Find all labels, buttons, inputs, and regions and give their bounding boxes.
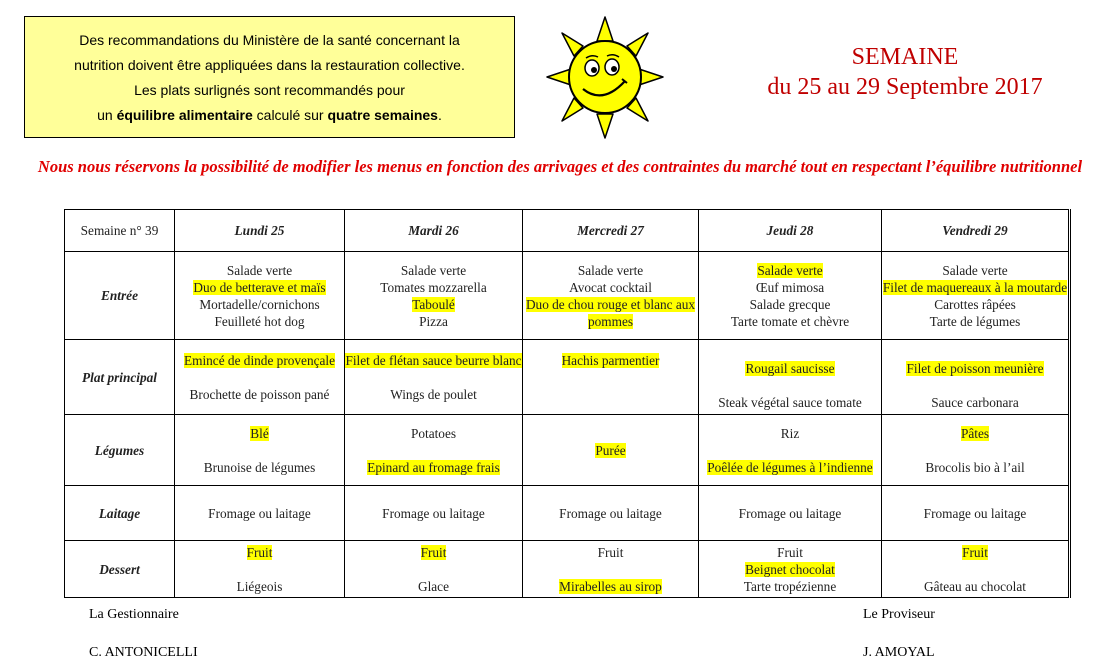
signature-proviseur-title: Le Proviseur bbox=[863, 607, 935, 622]
menu-cell bbox=[175, 486, 345, 541]
dish-name: Avocat cocktail bbox=[569, 279, 652, 295]
menu-cell bbox=[175, 340, 345, 415]
dish-item bbox=[523, 296, 698, 330]
info-line-4-post: . bbox=[437, 107, 442, 123]
info-line-4-mid: calculé sur bbox=[252, 107, 328, 123]
dish-item bbox=[345, 425, 522, 442]
dish-item bbox=[699, 296, 881, 313]
signature-gestionnaire-title: La Gestionnaire bbox=[89, 607, 179, 622]
dish-item bbox=[523, 262, 698, 279]
dish-name: Salade grecque bbox=[749, 296, 831, 312]
dish-name: Tarte de légumes bbox=[929, 313, 1021, 329]
menu-cell bbox=[699, 486, 882, 541]
dish-item bbox=[175, 262, 344, 279]
dish-name-highlighted: Emincé de dinde provençale bbox=[184, 352, 335, 368]
dish-name: Liégeois bbox=[236, 578, 283, 594]
dish-name: Salade verte bbox=[942, 262, 1008, 278]
day-header-mardi: Mardi 26 bbox=[345, 210, 523, 252]
week-dates: du 25 au 29 Septembre 2017 bbox=[767, 74, 1043, 100]
cell-spacer bbox=[699, 377, 881, 394]
dish-name: Fromage ou laitage bbox=[382, 505, 485, 521]
dish-name: Salade verte bbox=[226, 262, 293, 278]
dish-item bbox=[175, 578, 344, 595]
dish-item bbox=[345, 262, 522, 279]
menu-cell bbox=[882, 252, 1070, 340]
day-header-vendredi: Vendredi 29 bbox=[882, 210, 1070, 252]
row-label: Laitage bbox=[65, 486, 175, 541]
dish-item bbox=[345, 578, 522, 595]
dish-name: Riz bbox=[780, 425, 800, 441]
info-line-2: nutrition doivent être appliquées dans la restauration collective. bbox=[74, 57, 465, 73]
dish-name: Glace bbox=[417, 578, 449, 594]
dish-name-highlighted: Rougail saucisse bbox=[745, 361, 835, 376]
row-label: Légumes bbox=[65, 415, 175, 486]
dish-item bbox=[175, 505, 344, 522]
dish-name-highlighted: Epinard au fromage frais bbox=[367, 459, 500, 475]
cell-spacer bbox=[345, 442, 522, 459]
dish-name: Sauce carbonara bbox=[931, 395, 1019, 410]
dish-name-highlighted: Beignet chocolat bbox=[745, 561, 835, 577]
menu-cell bbox=[882, 541, 1070, 598]
dish-item bbox=[345, 544, 522, 561]
dish-name: Brochette de poisson pané bbox=[189, 386, 330, 402]
dish-name-highlighted: Fruit bbox=[962, 544, 988, 560]
menu-cell bbox=[882, 486, 1070, 541]
row-entree bbox=[65, 252, 1070, 340]
dish-item bbox=[882, 459, 1068, 476]
dish-name: Carottes râpées bbox=[934, 296, 1016, 312]
cell-spacer bbox=[175, 369, 344, 386]
dish-item bbox=[523, 544, 698, 561]
table-header-row bbox=[65, 210, 1070, 252]
menu-cell bbox=[345, 252, 523, 340]
week-number: Semaine n° 39 bbox=[65, 210, 175, 252]
dish-name-highlighted: Fruit bbox=[246, 544, 273, 560]
dish-name-highlighted: Filet de poisson meunière bbox=[906, 361, 1044, 376]
day-header-lundi: Lundi 25 bbox=[175, 210, 345, 252]
menu-cell bbox=[699, 340, 882, 415]
dish-name: Potatoes bbox=[410, 425, 457, 441]
dish-name: Fruit bbox=[597, 544, 624, 560]
dish-item bbox=[345, 279, 522, 296]
row-label: Entrée bbox=[65, 252, 175, 340]
dish-name: Fromage ou laitage bbox=[559, 505, 662, 521]
dish-item bbox=[523, 352, 698, 369]
dish-name-highlighted: Duo de betterave et maïs bbox=[193, 279, 326, 295]
nutrition-info-box bbox=[24, 16, 515, 138]
dish-name: Brocolis bio à l’ail bbox=[925, 459, 1025, 475]
cell-spacer bbox=[699, 442, 881, 459]
menu-cell bbox=[699, 541, 882, 598]
cell-spacer bbox=[175, 561, 344, 578]
dish-item bbox=[882, 296, 1068, 313]
dish-item bbox=[882, 360, 1068, 377]
menu-cell bbox=[523, 486, 699, 541]
dish-name: Wings de poulet bbox=[390, 386, 477, 402]
dish-name: Mortadelle/cornichons bbox=[199, 296, 320, 312]
menu-table bbox=[64, 209, 1071, 598]
cell-spacer bbox=[345, 561, 522, 578]
dish-name: Salade verte bbox=[577, 262, 644, 278]
dish-item bbox=[345, 459, 522, 476]
signature-proviseur-name: J. AMOYAL bbox=[863, 645, 935, 660]
dish-item bbox=[175, 279, 344, 296]
menu-cell bbox=[175, 252, 345, 340]
dish-name-highlighted: Filet de flétan sauce beurre blanc bbox=[345, 352, 522, 368]
dish-item bbox=[345, 296, 522, 313]
dish-name-highlighted: Purée bbox=[595, 442, 626, 458]
dish-item bbox=[882, 425, 1068, 442]
dish-item bbox=[175, 296, 344, 313]
dish-name: Fromage ou laitage bbox=[923, 505, 1027, 521]
cell-spacer bbox=[882, 377, 1068, 394]
dish-item bbox=[882, 578, 1068, 595]
dish-item bbox=[699, 360, 881, 377]
info-bold-quatre-semaines: quatre semaines bbox=[327, 107, 438, 123]
menu-cell bbox=[523, 415, 699, 486]
dish-item bbox=[523, 279, 698, 296]
dish-item bbox=[699, 459, 881, 476]
dish-item bbox=[699, 262, 881, 279]
menu-cell bbox=[882, 340, 1070, 415]
cell-spacer bbox=[882, 442, 1068, 459]
dish-name: Gâteau au chocolat bbox=[924, 578, 1026, 594]
dish-name-highlighted: Blé bbox=[250, 425, 269, 441]
dish-item bbox=[882, 279, 1068, 296]
dish-item bbox=[882, 544, 1068, 561]
menu-cell bbox=[345, 415, 523, 486]
dish-name: Salade verte bbox=[400, 262, 467, 278]
menu-change-notice: Nous nous réservons la possibilité de modifier les menus en fonction des arrivages et des contraintes du marché tout en respectant l’équilibre nutritionnel bbox=[37, 157, 1083, 176]
dish-item bbox=[523, 505, 698, 522]
cell-spacer bbox=[523, 561, 698, 578]
dish-item bbox=[699, 561, 881, 578]
dish-item bbox=[699, 425, 881, 442]
dish-name-highlighted: Duo de chou rouge et blanc aux pommes bbox=[525, 296, 696, 329]
row-label: Dessert bbox=[65, 541, 175, 598]
dish-name: Steak végétal sauce tomate bbox=[718, 395, 862, 410]
menu-cell bbox=[699, 415, 882, 486]
menu-cell bbox=[345, 340, 523, 415]
dish-item bbox=[175, 313, 344, 330]
dish-name: Fruit bbox=[777, 544, 803, 560]
row-plat-principal bbox=[65, 340, 1070, 415]
dish-name: Fromage ou laitage bbox=[738, 505, 842, 521]
week-title: SEMAINE bbox=[851, 44, 959, 70]
cell-spacer bbox=[345, 369, 522, 386]
dish-item bbox=[345, 352, 522, 369]
day-header-jeudi: Jeudi 28 bbox=[699, 210, 882, 252]
dish-name-highlighted: Pâtes bbox=[960, 425, 990, 441]
dish-item bbox=[523, 442, 698, 459]
smiling-sun-icon bbox=[545, 15, 665, 140]
week-heading bbox=[700, 42, 1110, 102]
dish-item bbox=[882, 394, 1068, 411]
day-header-mercredi: Mercredi 27 bbox=[523, 210, 699, 252]
dish-name: Tarte tomate et chèvre bbox=[730, 313, 850, 329]
info-line-3: Les plats surlignés sont recommandés pour bbox=[134, 82, 405, 98]
info-bold-equilibre: équilibre alimentaire bbox=[116, 107, 253, 123]
info-line-4-pre: un bbox=[97, 107, 117, 123]
row-laitage bbox=[65, 486, 1070, 541]
menu-cell bbox=[523, 252, 699, 340]
dish-name-highlighted: Fruit bbox=[420, 544, 447, 560]
cell-spacer bbox=[175, 442, 344, 459]
info-line-1: Des recommandations du Ministère de la santé concernant la bbox=[79, 32, 460, 48]
dish-item bbox=[699, 544, 881, 561]
signature-gestionnaire-name: C. ANTONICELLI bbox=[89, 645, 198, 660]
menu-cell bbox=[523, 340, 699, 415]
menu-cell bbox=[345, 486, 523, 541]
dish-name-highlighted: Mirabelles au sirop bbox=[559, 578, 662, 594]
menu-cell bbox=[175, 541, 345, 598]
cell-spacer bbox=[523, 369, 698, 386]
dish-name: Feuilleté hot dog bbox=[214, 313, 305, 329]
dish-name: Fromage ou laitage bbox=[208, 505, 311, 521]
cell-spacer bbox=[699, 343, 881, 360]
dish-name: Œuf mimosa bbox=[755, 279, 825, 295]
dish-item bbox=[523, 578, 698, 595]
dish-item bbox=[699, 279, 881, 296]
dish-name-highlighted: Filet de maquereaux à la moutarde bbox=[882, 279, 1068, 295]
dish-item bbox=[882, 313, 1068, 330]
cell-spacer bbox=[523, 386, 698, 403]
menu-cell bbox=[882, 415, 1070, 486]
menu-cell bbox=[175, 415, 345, 486]
dish-item bbox=[175, 459, 344, 476]
dish-item bbox=[175, 386, 344, 403]
dish-name-highlighted: Salade verte bbox=[757, 262, 823, 278]
dish-name-highlighted: Hachis parmentier bbox=[561, 352, 660, 368]
dish-item bbox=[699, 313, 881, 330]
dish-item bbox=[699, 578, 881, 595]
dish-item bbox=[175, 425, 344, 442]
dish-item bbox=[345, 505, 522, 522]
menu-cell bbox=[345, 541, 523, 598]
row-label: Plat principal bbox=[65, 340, 175, 415]
menu-cell bbox=[699, 252, 882, 340]
cell-spacer bbox=[882, 343, 1068, 360]
dish-item bbox=[699, 394, 881, 411]
dish-name: Brunoise de légumes bbox=[203, 459, 316, 475]
menu-cell bbox=[523, 541, 699, 598]
dish-name-highlighted: Poêlée de légumes à l’indienne bbox=[707, 459, 873, 475]
dish-name: Tarte tropézienne bbox=[743, 578, 837, 594]
dish-item bbox=[345, 386, 522, 403]
dish-item bbox=[882, 262, 1068, 279]
dish-name-highlighted: Taboulé bbox=[412, 296, 455, 312]
dish-name: Tomates mozzarella bbox=[380, 279, 487, 295]
dish-item bbox=[175, 544, 344, 561]
dish-name: Pizza bbox=[419, 313, 448, 329]
dish-item bbox=[175, 352, 344, 369]
row-legumes bbox=[65, 415, 1070, 486]
info-line-4 bbox=[25, 103, 514, 128]
dish-item bbox=[699, 505, 881, 522]
dish-item bbox=[882, 505, 1068, 522]
dish-item bbox=[345, 313, 522, 330]
cell-spacer bbox=[882, 561, 1068, 578]
row-dessert bbox=[65, 541, 1070, 598]
